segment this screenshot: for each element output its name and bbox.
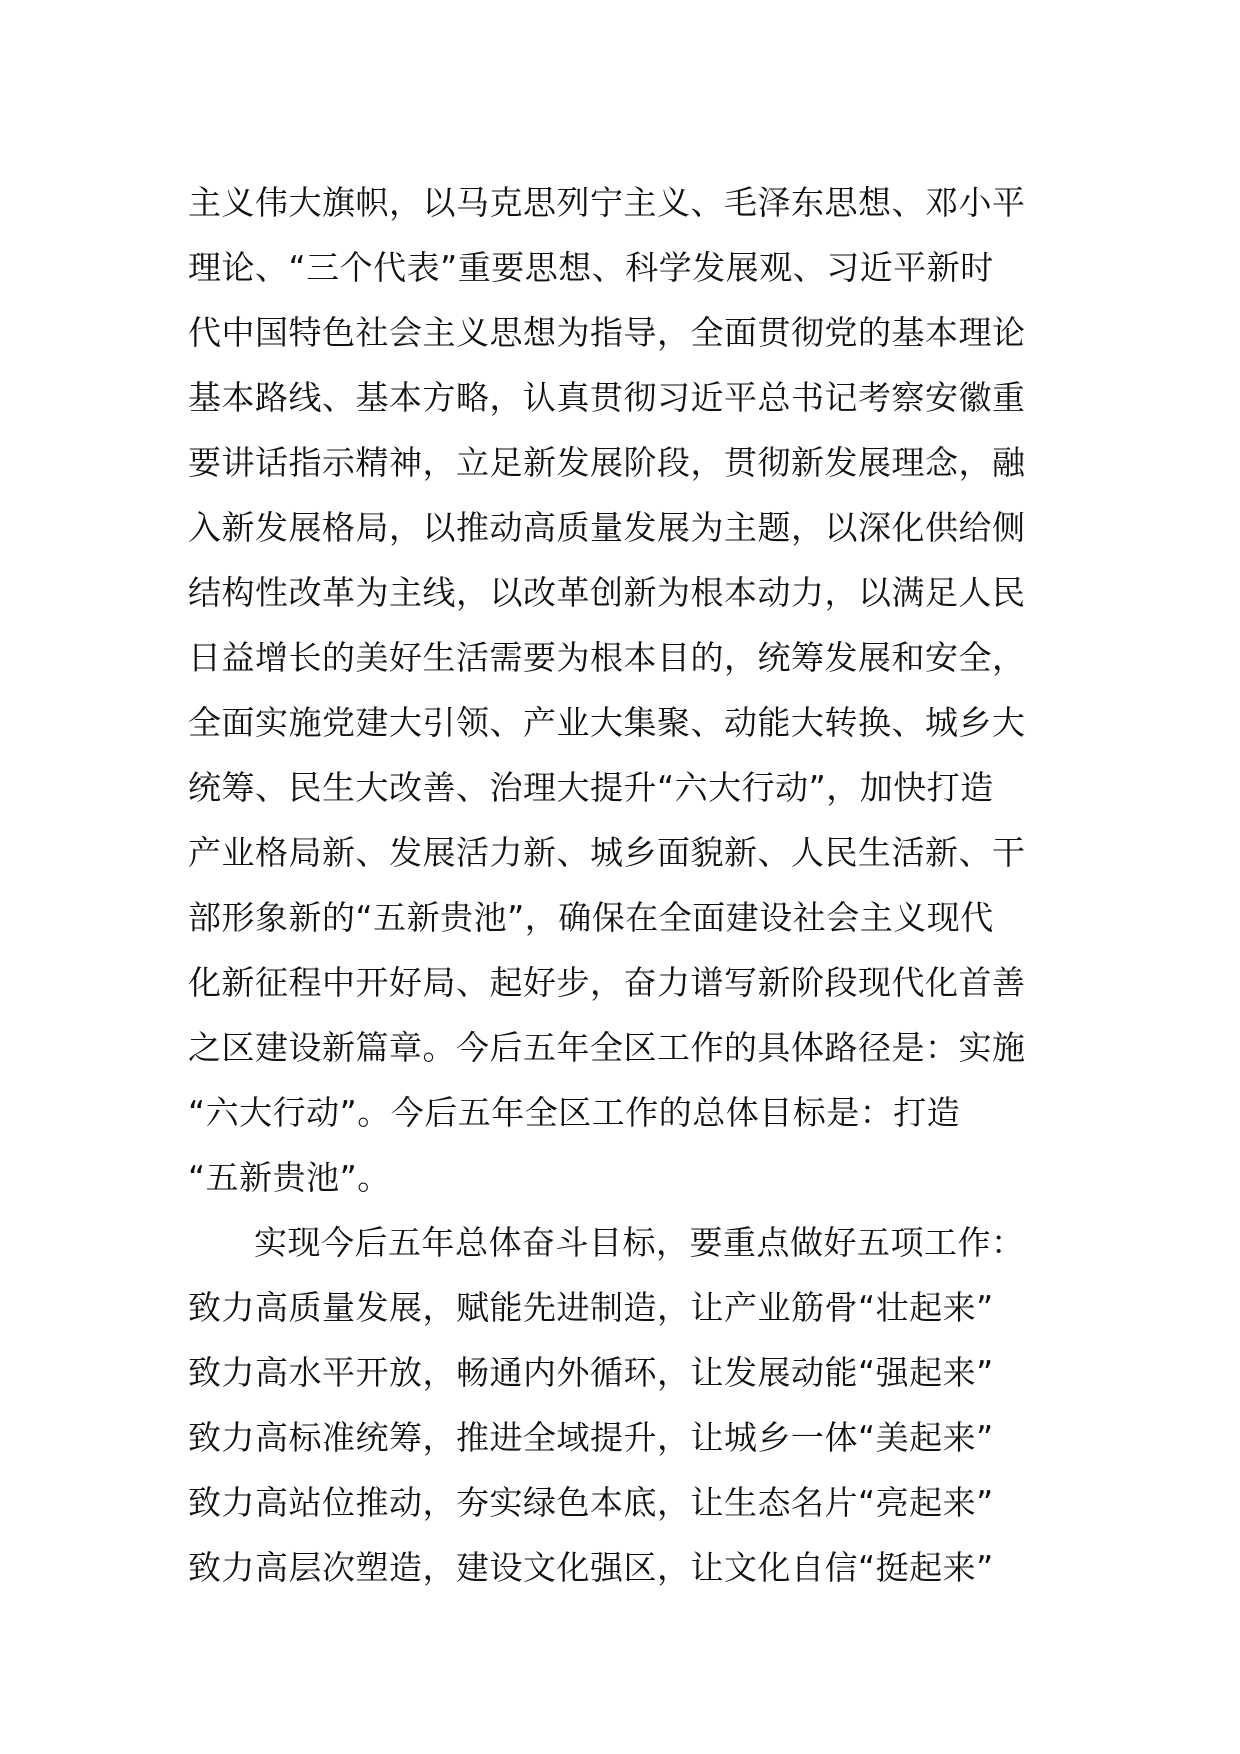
text-line: 致力高水平开放，畅通内外循环，让发展动能“强起来” [188, 1353, 994, 1392]
text-line: 致力高标准统筹，推进全域提升，让城乡一体“美起来” [188, 1418, 994, 1457]
text-line: 致力高层次塑造，建设文化强区，让文化自信“挺起来” [188, 1548, 994, 1587]
text-line: 实现今后五年总体奋斗目标，要重点做好五项工作： [254, 1223, 1025, 1262]
text-line: 代中国特色社会主义思想为指导，全面贯彻党的基本理论 [188, 313, 1026, 352]
text-line: 全面实施党建大引领、产业大集聚、动能大转换、城乡大 [188, 703, 1026, 742]
text-line: 结构性改革为主线，以改革创新为根本动力，以满足人民 [188, 573, 1026, 612]
paragraph-1 [188, 170, 1068, 1210]
text-line: 要讲话指示精神，立足新发展阶段，贯彻新发展理念，融 [188, 443, 1026, 482]
text-line: 部形象新的“五新贵池”，确保在全面建设社会主义现代 [188, 898, 994, 937]
text-line: 致力高站位推动，夯实绿色本底，让生态名片“亮起来” [188, 1483, 994, 1522]
text-line: 基本路线、基本方略，认真贯彻习近平总书记考察安徽重 [188, 378, 1026, 417]
text-line: 入新发展格局，以推动高质量发展为主题，以深化供给侧 [188, 508, 1026, 547]
text-line: 统筹、民生大改善、治理大提升“六大行动”，加快打造 [188, 768, 994, 807]
text-line: 化新征程中开好局、起好步，奋力谱写新阶段现代化首善 [188, 963, 1026, 1002]
text-line: 致力高质量发展，赋能先进制造，让产业筋骨“壮起来” [188, 1288, 994, 1327]
text-line: “六大行动”。今后五年全区工作的总体目标是：打造 [188, 1093, 961, 1132]
text-line: “五新贵池”。 [188, 1158, 391, 1197]
text-line: 之区建设新篇章。今后五年全区工作的具体路径是：实施 [188, 1028, 1026, 1067]
text-line: 日益增长的美好生活需要为根本目的，统筹发展和安全， [188, 638, 1026, 677]
text-line: 主义伟大旗帜，以马克思列宁主义、毛泽东思想、邓小平 [188, 183, 1026, 222]
text-line: 产业格局新、发展活力新、城乡面貌新、人民生活新、干 [188, 833, 1026, 872]
paragraph-2 [188, 1210, 1068, 1600]
body-text [188, 170, 1068, 1600]
text-line: 理论、“三个代表”重要思想、科学发展观、习近平新时 [188, 248, 994, 287]
